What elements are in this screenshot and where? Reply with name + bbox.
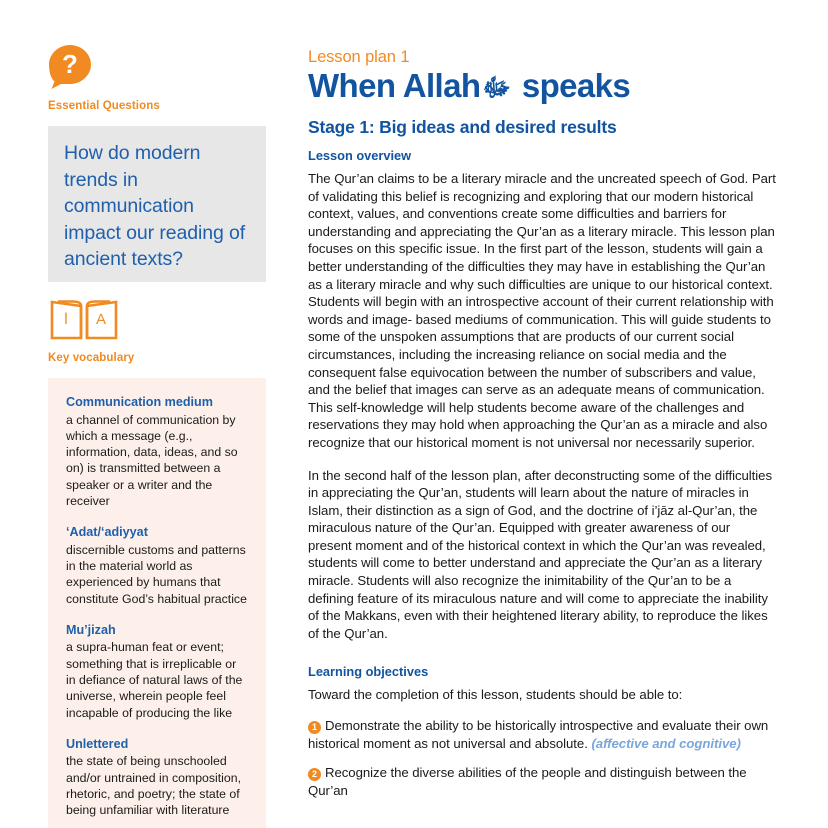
essential-question-box bbox=[48, 126, 266, 282]
essential-question-text: How do modern trends in communication impact our reading of ancient texts? bbox=[64, 142, 246, 270]
lesson-overview-paragraph: The Qur’an claims to be a literary miracle and the uncreated speech of God. Part of validating this belief is recognizing and exploring that our modern historical context, values, and conventions create some difficulties and barriers for understanding and appreciating the Qur’an as a literary miracle. This lesson plan focuses on this specific issue. In the first part of the lesson, students will gain a better understanding of the difficulties they may have in establishing the Qur’an as a literary miracle and why such difficulties are unique to our historical context. Students will begin with an introspective account of their current relationship with words and image- based mediums of communication. This will guide students to some of the unspoken assumptions that are products of our current social circumstances, including the increasing reliance on social media and the consequent false equivocation between the number of subscribers and value, and the belief that images can serve as an adequate means of communication. This self-knowledge will help students become aware of the challenges and reservations they may hold when approaching the Qur’an as a miracle and also recognize that our historical moment is not universal nor necessarily superior. bbox=[308, 171, 776, 450]
vocabulary-definition: a supra-human feat or event; something that is irreplicable or in defiance of natural laws of the universe, wherein people feel incapable of producing the like bbox=[66, 640, 243, 720]
allah-honorific-glyph: ﷻ bbox=[482, 74, 511, 102]
vocabulary-definition: discernible customs and patterns in the material world as experienced by humans that constitute God’s habitual practice bbox=[66, 542, 247, 606]
learning-objective-item bbox=[308, 764, 776, 799]
key-vocabulary-label: Key vocabulary bbox=[48, 352, 135, 364]
lesson-plan-eyebrow: Lesson plan 1 bbox=[308, 48, 410, 66]
vocabulary-term: Mu’jizah bbox=[66, 622, 116, 637]
vocabulary-entry bbox=[66, 622, 248, 721]
learning-objectives-intro: Toward the completion of this lesson, students should be able to: bbox=[308, 687, 683, 703]
learning-objectives-heading: Learning objectives bbox=[308, 664, 429, 680]
learning-objective-item bbox=[308, 717, 776, 752]
objective-domain-note: (affective and cognitive) bbox=[591, 735, 741, 751]
vocabulary-term: Unlettered bbox=[66, 736, 129, 751]
objective-number-badge: 2 bbox=[308, 768, 321, 781]
content-flow bbox=[308, 148, 776, 811]
essential-questions-label: Essential Questions bbox=[48, 100, 160, 112]
vocabulary-entry bbox=[66, 524, 248, 607]
svg-text:ا: ا bbox=[63, 311, 69, 328]
title-text-before: When Allah bbox=[308, 67, 481, 104]
stage-heading: Stage 1: Big ideas and desired results bbox=[308, 117, 617, 137]
svg-text:A: A bbox=[95, 311, 107, 328]
vocabulary-entry bbox=[66, 394, 248, 509]
objective-number-badge: 1 bbox=[308, 721, 321, 734]
objective-text: Recognize the diverse abilities of the people and distinguish between the Qur’an bbox=[308, 765, 747, 798]
vocabulary-entry bbox=[66, 736, 248, 819]
vocabulary-definition: a channel of communication by which a message (e.g., information, data, ideas, and so on) is transmitted between a speaker or a writer and the receiver bbox=[66, 412, 238, 508]
objective-text: Demonstrate the ability to be historically introspective and evaluate their own historical moment as not universal and absolute. bbox=[308, 718, 769, 751]
vocabulary-definition: the state of being unschooled and/or untrained in composition, rhetoric, and poetry; the state of being unfamiliar with literature bbox=[66, 754, 241, 818]
lesson-overview-paragraph: In the second half of the lesson plan, after deconstructing some of the difficulties in appreciating the Qur’an, students will learn about the nature of miracles in Islam, their distinction as a sign of God, and the doctrine of i’jāz al-Qur’an, the miraculous nature of the Qur’an. Equipped with greater awareness of our present moment and of the historical context in which the Qur’an was revealed, students will come to better understand and appreciate the Qur’an as a literary miracle. Students will also recognize the inimitability of the Qur’an to be a defining feature of its miraculous nature and will come to appreciate the inability of the Makkans, even with their heightened literary ability, to reproduce the likes of the Qur’an. bbox=[308, 467, 772, 641]
question-speech-bubble-icon bbox=[48, 44, 92, 90]
title-text-after: speaks bbox=[521, 67, 631, 104]
sidebar bbox=[48, 0, 266, 828]
vocabulary-term: ‘Adat/‘adiyyat bbox=[66, 525, 148, 540]
main-content bbox=[308, 0, 776, 828]
svg-text:?: ? bbox=[62, 49, 78, 79]
open-book-icon bbox=[48, 296, 120, 344]
vocabulary-term: Communication medium bbox=[66, 395, 213, 409]
key-vocabulary-box bbox=[48, 378, 266, 828]
page-title bbox=[308, 66, 630, 108]
lesson-overview-heading: Lesson overview bbox=[308, 148, 412, 163]
